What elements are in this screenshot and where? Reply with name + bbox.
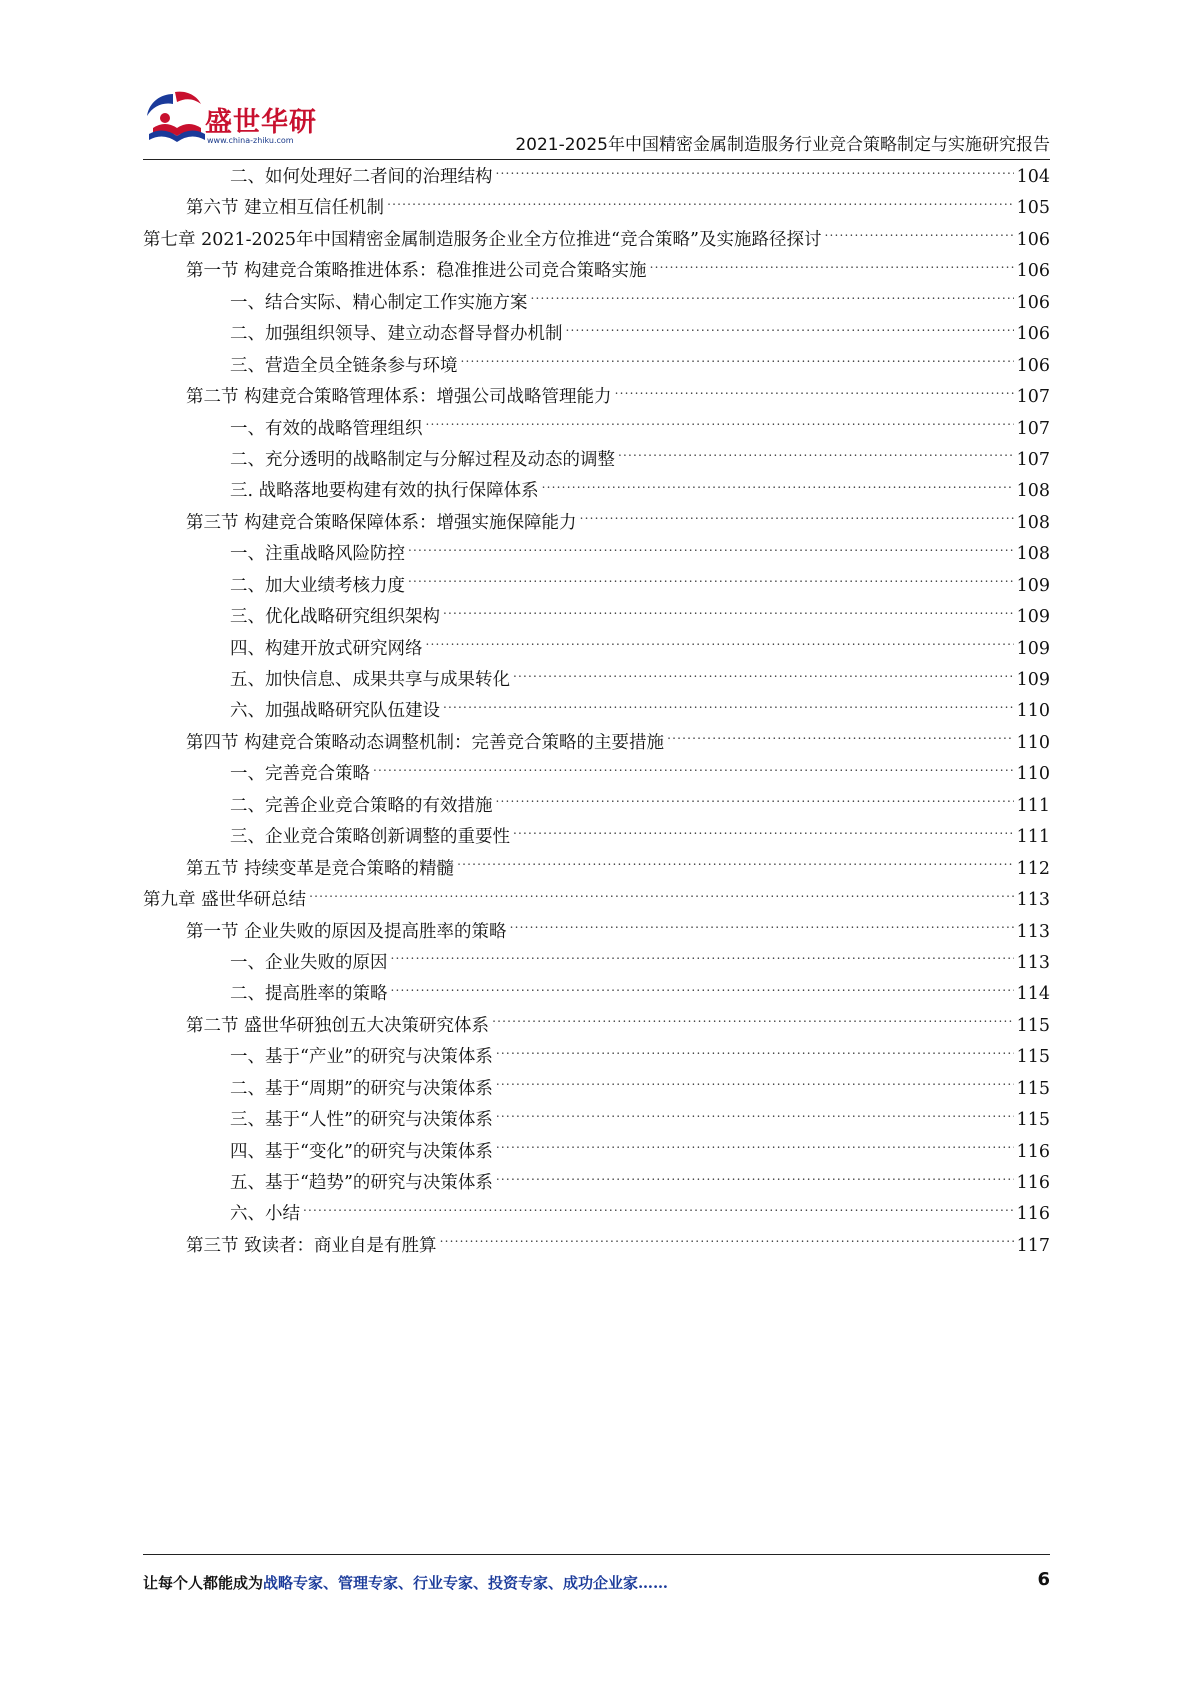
logo-text: 盛世华研 [205,107,317,138]
toc-entry[interactable] [143,696,1050,727]
toc-dot-leader [492,1013,1014,1031]
toc-entry[interactable] [143,917,1050,948]
toc-entry[interactable] [143,256,1050,287]
toc-entry-label: 二、加大业绩考核力度 [230,575,405,596]
toc-entry[interactable] [143,948,1050,979]
toc-dot-leader [531,290,1014,308]
toc-entry-label: 一、完善竞合策略 [230,764,370,785]
toc-dot-leader [580,510,1014,528]
table-of-contents [143,162,1050,1262]
toc-entry[interactable] [143,885,1050,916]
toc-dot-leader [667,730,1014,748]
toc-entry[interactable] [143,979,1050,1010]
toc-dot-leader [618,447,1014,465]
toc-entry-label: 第四节 构建竞合策略动态调整机制：完善竞合策略的主要措施 [186,732,665,753]
toc-entry[interactable] [143,602,1050,633]
toc-entry-label: 第三节 致读者：商业自是有胜算 [186,1235,437,1256]
toc-dot-leader [566,322,1014,340]
toc-entry-label: 五、加快信息、成果共享与成果转化 [230,670,510,690]
toc-entry-page: 107 [1016,449,1050,470]
toc-entry[interactable] [143,854,1050,885]
footer-divider [143,1554,1050,1555]
toc-entry[interactable] [143,382,1050,413]
toc-entry-page: 105 [1016,198,1050,219]
toc-entry-label: 第六节 建立相互信任机制 [186,198,385,219]
page-header [143,80,1050,160]
toc-dot-leader [303,1202,1014,1220]
toc-entry[interactable] [143,728,1050,759]
toc-entry-page: 115 [1016,1078,1050,1099]
header-divider [143,159,1050,160]
toc-entry[interactable] [143,225,1050,256]
toc-entry-page: 113 [1016,921,1050,942]
toc-entry[interactable] [143,319,1050,350]
toc-entry[interactable] [143,1199,1050,1230]
toc-entry-label: 二、完善企业竞合策略的有效措施 [230,795,493,816]
toc-entry-label: 四、基于“变化”的研究与决策体系 [230,1141,493,1162]
toc-entry[interactable] [143,759,1050,790]
toc-entry-page: 116 [1016,1204,1050,1225]
toc-dot-leader [443,605,1014,623]
toc-entry[interactable] [143,1105,1050,1136]
toc-dot-leader [513,825,1014,843]
toc-entry-label: 一、有效的战略管理组织 [230,418,423,439]
toc-entry[interactable] [143,1074,1050,1105]
toc-dot-leader [440,1233,1014,1251]
toc-entry[interactable] [143,445,1050,476]
toc-dot-leader [496,1171,1014,1189]
toc-entry[interactable] [143,1137,1050,1168]
toc-dot-leader [496,1045,1014,1063]
toc-dot-leader [426,636,1014,654]
toc-entry-label: 二、如何处理好二者间的治理结构 [230,167,493,187]
toc-entry-page: 113 [1016,952,1050,973]
toc-entry-page: 107 [1016,418,1050,439]
page-number: 6 [1037,1569,1050,1590]
toc-entry-label: 二、加强组织领导、建立动态督导督办机制 [230,324,563,345]
footer-slogan [143,1572,668,1593]
toc-entry-page: 109 [1016,575,1050,596]
toc-entry[interactable] [143,1011,1050,1042]
toc-entry-label: 六、小结 [230,1204,300,1225]
toc-entry-page: 109 [1016,607,1050,628]
toc-entry-label: 第七章 2021-2025年中国精密金属制造服务企业全方位推进“竞合策略”及实施路径探讨 [143,229,822,250]
toc-entry-page: 106 [1016,355,1050,376]
toc-dot-leader [373,762,1014,780]
toc-entry-page: 104 [1016,167,1050,187]
toc-entry-label: 三、基于“人性”的研究与决策体系 [230,1110,493,1131]
toc-entry-label: 第五节 持续变革是竞合策略的精髓 [186,858,455,879]
toc-entry[interactable] [143,476,1050,507]
toc-dot-leader [650,259,1014,277]
toc-entry-page: 110 [1016,732,1050,753]
toc-entry-page: 109 [1016,638,1050,659]
toc-entry[interactable] [143,193,1050,224]
toc-entry-label: 二、提高胜率的策略 [230,984,388,1005]
toc-entry-page: 106 [1016,292,1050,313]
toc-dot-leader [309,888,1014,906]
toc-entry-page: 115 [1016,1047,1050,1068]
toc-entry[interactable] [143,1042,1050,1073]
toc-entry-page: 111 [1016,827,1050,848]
toc-entry-page: 106 [1016,324,1050,345]
toc-entry-label: 二、基于“周期”的研究与决策体系 [230,1078,493,1099]
toc-entry-page: 113 [1016,890,1050,911]
toc-entry[interactable] [143,634,1050,665]
toc-entry-label: 第三节 构建竞合策略保障体系：增强实施保障能力 [186,512,577,533]
toc-entry-page: 112 [1016,858,1050,879]
toc-entry-label: 第二节 构建竞合策略管理体系：增强公司战略管理能力 [186,387,612,408]
toc-dot-leader [496,165,1014,183]
toc-entry-label: 四、构建开放式研究网络 [230,638,423,659]
toc-entry[interactable] [143,1168,1050,1199]
toc-dot-leader [408,573,1014,591]
toc-entry[interactable] [143,539,1050,570]
toc-entry-label: 一、结合实际、精心制定工作实施方案 [230,292,528,313]
toc-dot-leader [496,1108,1014,1126]
toc-entry-page: 110 [1016,764,1050,785]
toc-dot-leader [542,479,1014,497]
toc-entry-label: 第一节 构建竞合策略推进体系：稳准推进公司竞合策略实施 [186,261,647,282]
toc-dot-leader [510,919,1014,937]
toc-entry[interactable] [143,414,1050,445]
toc-entry[interactable] [143,351,1050,382]
toc-entry-page: 109 [1016,670,1050,690]
toc-entry-label: 三、企业竞合策略创新调整的重要性 [230,827,510,848]
toc-entry-page: 106 [1016,229,1050,250]
toc-entry[interactable] [143,791,1050,822]
toc-entry-page: 114 [1016,984,1050,1005]
toc-entry-page: 108 [1016,512,1050,533]
toc-dot-leader [461,353,1014,371]
toc-dot-leader [824,227,1013,245]
toc-dot-leader [496,1076,1014,1094]
toc-dot-leader [496,793,1014,811]
toc-entry[interactable] [143,162,1050,193]
toc-dot-leader [391,950,1014,968]
toc-entry-label: 二、充分透明的战略制定与分解过程及动态的调整 [230,449,615,470]
toc-entry-page: 117 [1016,1235,1050,1256]
toc-entry[interactable] [143,288,1050,319]
toc-entry[interactable] [143,822,1050,853]
toc-entry-page: 106 [1016,261,1050,282]
footer-slogan-lead: 让每个人都能成为 [143,1574,264,1592]
toc-entry[interactable] [143,508,1050,539]
toc-entry-label: 三、优化战略研究组织架构 [230,607,440,628]
toc-entry-page: 116 [1016,1173,1050,1193]
toc-entry-label: 三、营造全员全链条参与环境 [230,355,458,376]
toc-dot-leader [391,982,1014,1000]
toc-entry-label: 五、基于“趋势”的研究与决策体系 [230,1173,493,1193]
toc-entry[interactable] [143,1231,1050,1262]
toc-entry-page: 115 [1016,1110,1050,1131]
toc-dot-leader [615,385,1014,403]
toc-entry-label: 第二节 盛世华研独创五大决策研究体系 [186,1015,490,1036]
toc-entry-label: 一、注重战略风险防控 [230,544,405,565]
toc-entry[interactable] [143,665,1050,696]
toc-entry-page: 108 [1016,544,1050,565]
toc-entry-label: 六、加强战略研究队伍建设 [230,701,440,722]
logo [143,86,317,152]
toc-entry-label: 一、企业失败的原因 [230,952,388,973]
toc-entry-label: 第九章 盛世华研总结 [143,890,307,911]
toc-entry-page: 116 [1016,1141,1050,1162]
toc-entry-page: 111 [1016,795,1050,816]
document-title: 2021-2025年中国精密金属制造服务行业竞合策略制定与实施研究报告 [515,135,1050,155]
toc-dot-leader [426,416,1014,434]
toc-entry-page: 110 [1016,701,1050,722]
toc-entry-page: 108 [1016,481,1050,502]
toc-dot-leader [513,668,1014,686]
toc-dot-leader [457,856,1014,874]
toc-entry[interactable] [143,571,1050,602]
toc-entry-label: 第一节 企业失败的原因及提高胜率的策略 [186,921,507,942]
toc-entry-label: 三. 战略落地要构建有效的执行保障体系 [230,481,539,502]
toc-entry-page: 107 [1016,387,1050,408]
toc-entry-label: 一、基于“产业”的研究与决策体系 [230,1047,493,1068]
toc-dot-leader [496,1139,1014,1157]
toc-dot-leader [443,699,1014,717]
toc-dot-leader [408,542,1014,560]
toc-entry-page: 115 [1016,1015,1050,1036]
logo-url: www.china-zhiku.com [207,136,294,145]
footer-slogan-highlight: 战略专家、管理专家、行业专家、投资专家、成功企业家…… [263,1574,669,1592]
logo-book-icon [143,86,213,152]
toc-dot-leader [387,196,1014,214]
